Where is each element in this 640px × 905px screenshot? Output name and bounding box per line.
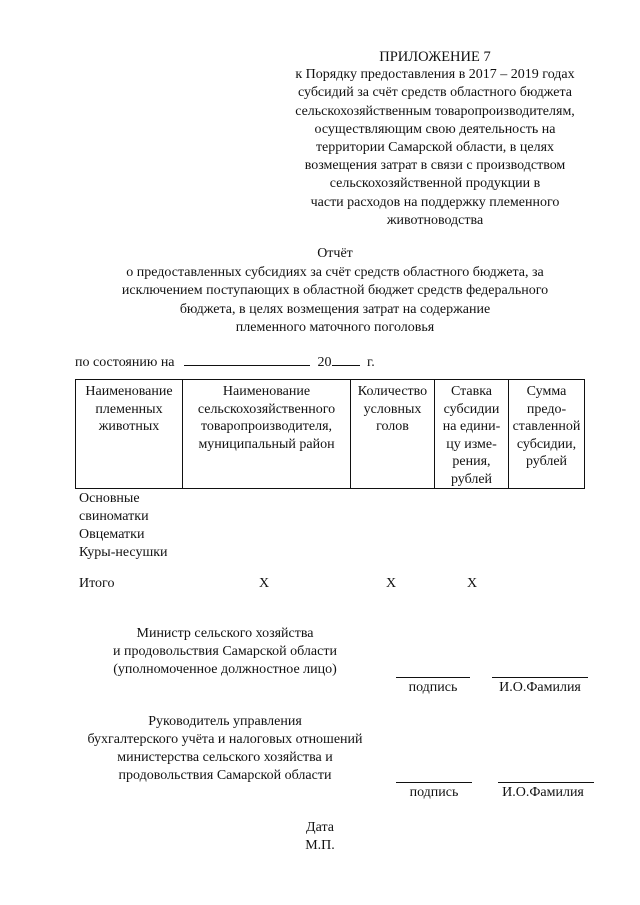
signatory-minister	[75, 625, 375, 679]
appendix-line: к Порядку предоставления в 2017 – 2019 годах	[295, 67, 575, 83]
report-heading	[70, 245, 600, 338]
signatory-accounting-head	[75, 713, 375, 785]
signatory-line: и продовольствия Самарской области	[113, 644, 337, 659]
date-blank-field[interactable]	[184, 351, 310, 366]
appendix-line: возмещения затрат в связи с производством	[304, 158, 566, 174]
stamp-label: М.П.	[305, 838, 335, 853]
signature-label: подпись	[408, 680, 458, 695]
as-of-date-line	[75, 351, 375, 371]
appendix-line: части расходов на поддержку племенного	[310, 194, 560, 210]
signatory-line: Руководитель управления	[148, 714, 302, 729]
as-of-label: по состоянию на	[75, 355, 175, 370]
report-subtitle-line: исключением поступающих в областной бюджет средств федерального	[121, 283, 549, 298]
col-header-animals: Наименование племенных животных	[76, 380, 183, 489]
appendix-line: сельскохозяйственной продукции в	[329, 176, 541, 192]
name-label: И.О.Фамилия	[499, 680, 581, 695]
date-label: Дата	[306, 820, 334, 835]
col-header-rate: Ставка субсидии на едини- цу изме- рения, рублей	[435, 380, 509, 489]
appendix-line: территории Самарской области, в целях	[315, 140, 555, 156]
total-mark: Х	[467, 576, 478, 591]
appendix-line: субсидий за счёт средств областного бюджета	[297, 85, 573, 101]
signature-label: подпись	[409, 785, 459, 800]
table-row-labels	[79, 490, 168, 562]
year-blank-field[interactable]	[332, 351, 360, 366]
appendix-line: сельскохозяйственным товаропроизводителям,	[295, 103, 575, 119]
signatory-line: бухгалтерского учёта и налоговых отношений	[87, 732, 363, 747]
appendix-title: ПРИЛОЖЕНИЕ 7	[379, 49, 491, 65]
col-header-quantity: Количество условных голов	[351, 380, 435, 489]
report-subtitle-line: племенного маточного поголовья	[235, 320, 435, 335]
name-line[interactable]	[492, 677, 588, 678]
signatory-line: Министр сельского хозяйства	[136, 626, 314, 641]
col-header-amount: Сумма предо- ставленной субсидии, рублей	[509, 380, 585, 489]
appendix-header	[270, 48, 600, 230]
name-line[interactable]	[498, 782, 594, 783]
total-mark: Х	[259, 576, 270, 591]
col-header-producer: Наименование сельскохозяйственного товаропроизводителя, муниципальный район	[183, 380, 351, 489]
signature-line[interactable]	[396, 677, 470, 678]
table-header-row	[76, 380, 585, 489]
row-label: Овцематки	[79, 527, 145, 542]
signatory-line: продовольствия Самарской области	[118, 768, 332, 783]
total-row	[0, 576, 640, 596]
name-label: И.О.Фамилия	[502, 785, 584, 800]
year-prefix: 20	[317, 355, 332, 370]
signature-line[interactable]	[396, 782, 472, 783]
report-subtitle-line: о предоставленных субсидиях за счёт средств областного бюджета, за	[126, 264, 544, 280]
year-suffix: г.	[367, 355, 375, 370]
appendix-line: животноводства	[386, 212, 484, 228]
appendix-line: осуществляющим свою деятельность на	[314, 121, 556, 137]
signatory-line: (уполномоченное должностное лицо)	[113, 662, 337, 677]
total-mark: Х	[386, 576, 397, 591]
total-label: Итого	[79, 576, 115, 591]
row-label: Основные	[79, 491, 140, 506]
report-title: Отчёт	[317, 246, 353, 261]
row-label: свиноматки	[79, 509, 149, 524]
row-label: Куры-несушки	[79, 545, 168, 560]
document-footer	[270, 819, 370, 855]
signatory-line: министерства сельского хозяйства и	[117, 750, 333, 765]
report-table	[75, 379, 585, 489]
report-subtitle-line: бюджета, в целях возмещения затрат на содержание	[179, 301, 491, 317]
